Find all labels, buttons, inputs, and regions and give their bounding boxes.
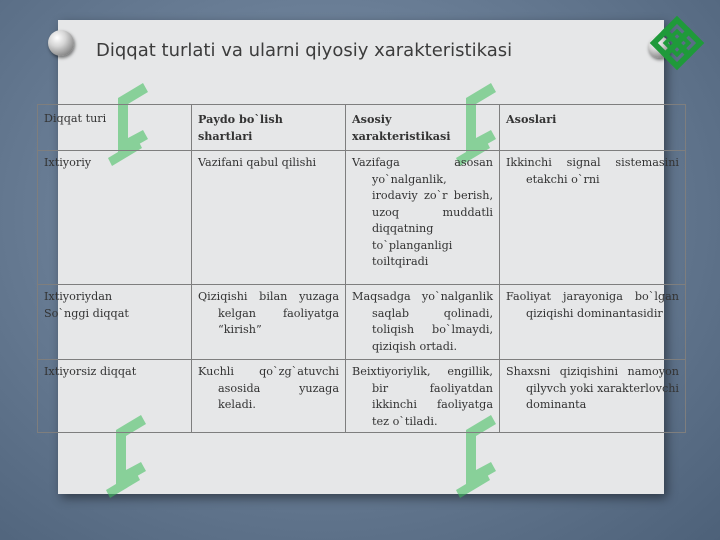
cell-type	[38, 285, 192, 360]
cell-basis-text: Ikkinchi signal sistemasini etakchi o`rni	[506, 156, 679, 186]
cell-conditions-text: Qiziqishi bilan yuzaga kelgan faoliyatga “kirish”	[198, 290, 339, 336]
cell-basis	[500, 151, 686, 285]
column-header-type: Diqqat turi	[38, 105, 192, 151]
cell-characteristics	[346, 285, 500, 360]
cell-conditions	[192, 151, 346, 285]
column-header-conditions: Paydo bo`lish shartlari	[192, 105, 346, 151]
cell-basis	[500, 360, 686, 433]
cell-conditions	[192, 360, 346, 433]
table-row	[38, 285, 686, 360]
slide-title: Diqqat turlati va ularni qiyosiy xarakteristikasi	[96, 40, 513, 61]
cell-characteristics-text: Vazifaga asosan yo`nalganlik, irodaviy zo`r berish, uzoq muddatli diqqatning to`planganligi toiltqiradi	[352, 156, 493, 268]
cell-characteristics-text: Maqsadga yo`nalganlik saqlab qolinadi, toliqish bo`lmaydi, qiziqish ortadi.	[352, 290, 493, 353]
cell-type-line: Ixtiyoriy	[44, 156, 92, 169]
table-row	[38, 151, 686, 285]
table-header-row	[38, 105, 686, 151]
column-header-basis: Asoslari	[500, 105, 686, 151]
cell-type	[38, 151, 192, 285]
cell-type-line: Ixtiyoriydan	[44, 290, 113, 303]
cell-characteristics	[346, 151, 500, 285]
lattice-logo-icon	[648, 14, 706, 72]
cell-characteristics	[346, 360, 500, 433]
comparison-table	[37, 104, 686, 433]
cell-basis-text: Shaxsni qiziqishini namoyon qilyvch yoki xarakterlovchi dominanta	[506, 365, 679, 411]
column-header-characteristics: Asosiy xarakteristikasi	[346, 105, 500, 151]
pushpin-icon	[48, 30, 74, 56]
table-row	[38, 360, 686, 433]
cell-basis-text: Faoliyat jarayoniga bo`lgan qiziqishi dominantasidir	[506, 290, 679, 320]
cell-conditions-text: Kuchli qo`zg`atuvchi asosida yuzaga keladi.	[198, 365, 339, 411]
cell-basis	[500, 285, 686, 360]
cell-type-line: So`nggi diqqat	[44, 306, 129, 320]
cell-characteristics-text: Beixtiyoriylik, engillik, bir faoliyatdan ikkinchi faoliyatga tez o`tiladi.	[352, 365, 493, 428]
cell-conditions	[192, 285, 346, 360]
cell-conditions-text: Vazifani qabul qilishi	[198, 156, 317, 169]
cell-type	[38, 360, 192, 433]
cell-type-line: Ixtiyorsiz diqqat	[44, 365, 137, 378]
